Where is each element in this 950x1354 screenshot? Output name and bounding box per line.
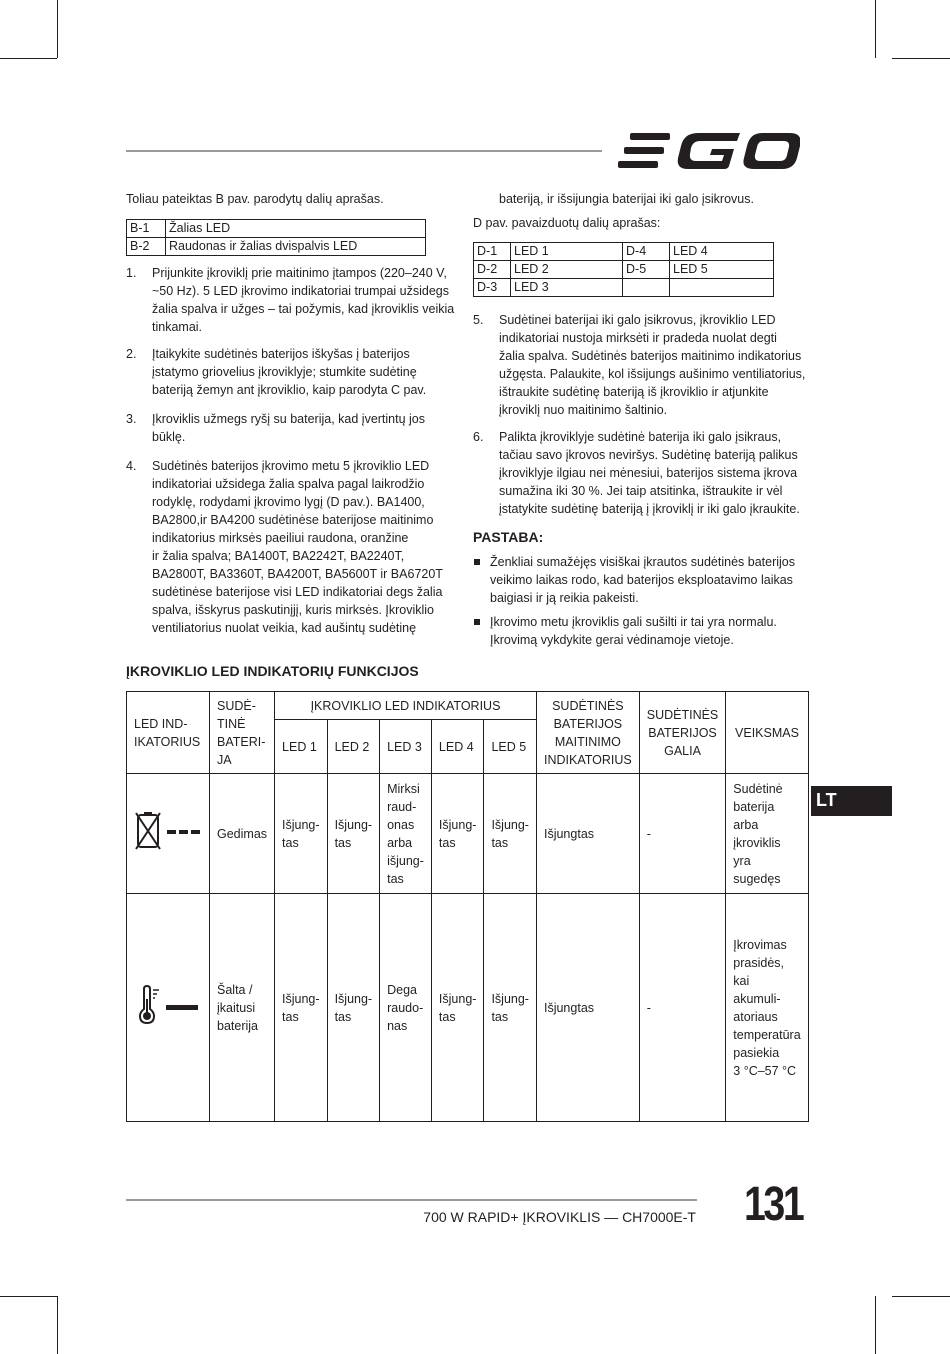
power-indicator-state: Išjungtas <box>536 774 639 894</box>
header-charger-leds: ĮKROVIKLIO LED INDIKATORIUS <box>275 692 537 720</box>
part-desc: LED 2 <box>511 261 623 279</box>
crop-mark <box>892 1296 950 1297</box>
led2-state: Išjung- tas <box>327 774 380 894</box>
part-desc <box>670 279 774 297</box>
led-section-heading: ĮKROVIKLIO LED INDIKATORIŲ FUNKCIJOS <box>126 663 419 679</box>
table-row <box>127 894 809 1122</box>
note-text: Ženkliai sumažėjęs visiškai įkrautos sudėtinės baterijos veikimo laikas rodo, kad baterijos eksploatavimo laikas baigiasi ir ją reikia pakeisti. <box>490 555 795 605</box>
table-row <box>127 238 426 256</box>
crop-mark <box>892 58 950 59</box>
header-battery: SUDĖ- TINĖ BATERI- JA <box>210 692 275 774</box>
led-function-table <box>126 691 809 1122</box>
ego-logo <box>616 128 800 174</box>
header-led4: LED 4 <box>431 720 484 774</box>
led2-state: Išjung- tas <box>327 894 380 1122</box>
step-text: Prijunkite įkroviklį prie maitinimo įtampos (220–240 V, ~50 Hz). 5 LED įkrovimo indikatoriai trumpai užsidegs žalia spalva ir užges – tai požymis, kad įkroviklis veikia tinkamai. <box>152 266 455 334</box>
step-number: 5. <box>473 313 484 327</box>
action-text: Įkrovimas prasidės, kai akumuli- atoriaus temperatūra pasiekia 3 °C–57 °C <box>726 894 808 1122</box>
step-number: 1. <box>126 266 137 280</box>
part-desc: LED 4 <box>670 243 774 261</box>
part-desc: LED 1 <box>511 243 623 261</box>
part-code: D-3 <box>474 279 511 297</box>
crop-mark <box>57 0 58 58</box>
part-desc: LED 3 <box>511 279 623 297</box>
crop-mark <box>875 1296 876 1354</box>
crop-mark <box>57 1296 58 1354</box>
part-code: D-2 <box>474 261 511 279</box>
header-led3: LED 3 <box>380 720 432 774</box>
broken-battery-icon <box>134 811 202 851</box>
led5-state: Išjung- tas <box>484 894 537 1122</box>
step-text: Sudėtinės baterijos įkrovimo metu 5 įkroviklio LED indikatoriai užsidega žalia spalva pagal laikrodžio rodyklę, rodydami įkrovimo lygį (D pav.). BA1400, BA2800,ir BA4200 sudėtinėse baterijose maitinimo indikatorius mirksės paeiliui raudona, oranžine ir žalia spalva; BA1400T, BA2242T, BA2240T, BA2800T, BA3360T, BA4200T, BA5600T ir BA6720T sudėtinėse baterijose visi LED indikatoriai degs žalia spalva, išskyrus paskutinįjį, kuris mirksės. Įkroviklio ventiliatorius nuolat veikia, kad aušintų sudėtinę <box>152 459 443 635</box>
indicator-cell <box>127 774 210 894</box>
crop-mark <box>0 1296 57 1297</box>
part-code: B-2 <box>127 238 166 256</box>
capacity-state: - <box>639 894 726 1122</box>
header-rule <box>126 150 602 152</box>
d-intro: D pav. pavaizduotų dalių aprašas: <box>473 216 661 230</box>
b-parts-table <box>126 219 426 256</box>
d-parts-table <box>473 242 774 297</box>
bullet-icon <box>474 559 480 565</box>
header-power-indicator: SUDĖTINĖS BATERIJOS MAITINIMO INDIKATORIUS <box>536 692 639 774</box>
led3-state: Mirksi raud- onas arba išjung- tas <box>380 774 432 894</box>
led1-state: Išjung- tas <box>275 774 328 894</box>
header-led5: LED 5 <box>484 720 537 774</box>
note-text: Įkrovimo metu įkroviklis gali sušilti ir tai yra normalu. Įkrovimą vykdykite gerai vėdinamoje vietoje. <box>490 615 777 647</box>
bullet-icon <box>474 619 480 625</box>
table-header-row <box>127 692 809 720</box>
capacity-state: - <box>639 774 726 894</box>
part-code: D-1 <box>474 243 511 261</box>
battery-state: Šalta / įkaitusi baterija <box>210 894 275 1122</box>
step-text: Įkroviklis užmegs ryšį su baterija, kad įvertintų jos būklę. <box>152 412 426 444</box>
part-code <box>623 279 670 297</box>
led4-state: Išjung- tas <box>431 774 484 894</box>
footer-product: 700 W RAPID+ ĮKROVIKLIS — CH7000E-T <box>423 1209 696 1225</box>
step-number: 3. <box>126 412 137 426</box>
indicator-cell <box>127 894 210 1122</box>
thermometer-icon <box>136 985 200 1025</box>
language-tab <box>811 786 892 816</box>
header-led-indicator: LED IND- IKATORIUS <box>127 692 210 774</box>
table-row <box>474 261 774 279</box>
led3-state: Dega raudo- nas <box>380 894 432 1122</box>
header-led2: LED 2 <box>327 720 380 774</box>
b-intro: Toliau pateiktas B pav. parodytų dalių aprašas. <box>126 192 384 206</box>
step-number: 6. <box>473 430 484 444</box>
step-text: Įtaikykite sudėtinės baterijos iškyšas į baterijos įstatymo griovelius įkroviklyje; stumkite sudėtinę bateriją žemyn ant įkroviklio, kaip parodyta C pav. <box>152 347 427 397</box>
step-text: Palikta įkroviklyje sudėtinė baterija iki galo įsikraus, tačiau savo įkrovos neviršys. Sudėtinę bateriją palikus įkroviklyje ilgiau nei mėnesiui, baterijos sistema įkrova sumažina iki 30 %. Jei taip atsitinka, ištraukite ir vėl įstatykite sudėtinę bateriją į įkroviklį ir iki galo įkraukite. <box>499 430 800 516</box>
led4-state: Išjung- tas <box>431 894 484 1122</box>
part-code: B-1 <box>127 220 166 238</box>
part-desc: LED 5 <box>670 261 774 279</box>
part-code: D-4 <box>623 243 670 261</box>
battery-state: Gedimas <box>210 774 275 894</box>
part-desc: Žalias LED <box>166 220 426 238</box>
continuation-text: bateriją, ir išsijungia baterijai iki galo įsikrovus. <box>499 192 754 206</box>
table-row <box>474 243 774 261</box>
header-battery-capacity: SUDĖTINĖS BATERIJOS GALIA <box>639 692 726 774</box>
language-tab-label: LT <box>816 790 837 810</box>
step-number: 2. <box>126 347 137 361</box>
part-code: D-5 <box>623 261 670 279</box>
part-desc: Raudonas ir žalias dvispalvis LED <box>166 238 426 256</box>
note-heading: PASTABA: <box>473 529 544 545</box>
table-row <box>127 774 809 894</box>
footer-rule <box>126 1199 697 1201</box>
action-text: Sudėtinė baterija arba įkroviklis yra sugedęs <box>726 774 808 894</box>
crop-mark <box>0 58 57 59</box>
page-number: 131 <box>744 1178 803 1231</box>
step-number: 4. <box>126 459 137 473</box>
step-text: Sudėtinei baterijai iki galo įsikrovus, įkroviklio LED indikatoriai nustoja mirksėti ir pradeda nuolat degti žalia spalva. Sudėtinės baterijos maitinimo indikatorius užgęsta. Palaukite, kol išsijungs aušinimo ventiliatorius, ištraukite sudėtinę bateriją iš įkroviklio ir atjunkite įkroviklį nuo maitinimo šaltinio. <box>499 313 806 417</box>
table-row <box>127 220 426 238</box>
led5-state: Išjung- tas <box>484 774 537 894</box>
power-indicator-state: Išjungtas <box>536 894 639 1122</box>
table-row <box>474 279 774 297</box>
led1-state: Išjung- tas <box>275 894 328 1122</box>
header-action: VEIKSMAS <box>726 692 808 774</box>
header-led1: LED 1 <box>275 720 328 774</box>
crop-mark <box>875 0 876 58</box>
